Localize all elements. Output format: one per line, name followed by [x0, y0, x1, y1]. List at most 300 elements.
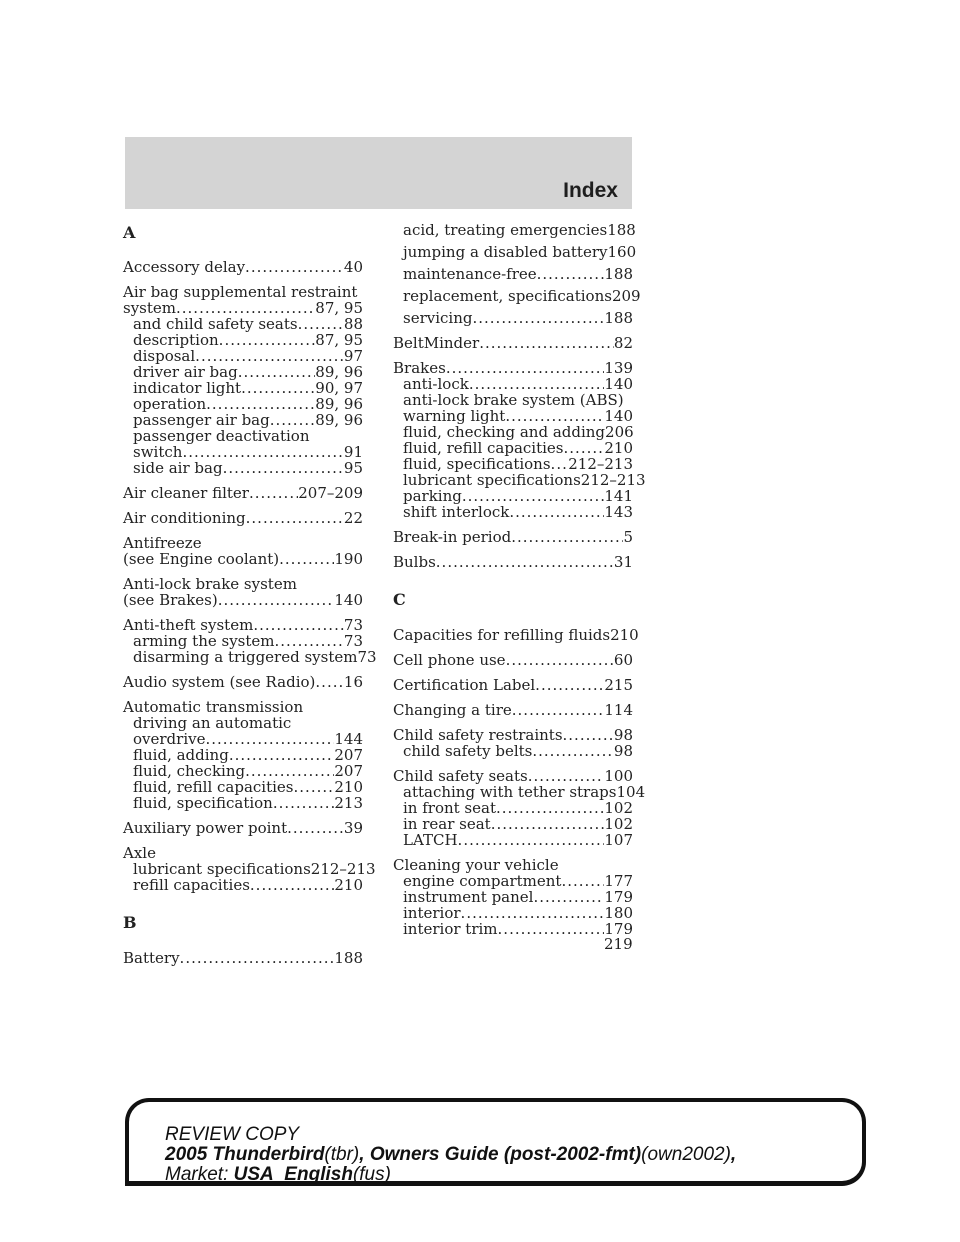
entry-text: indicator light: [133, 379, 242, 397]
index-row: [403, 310, 633, 326]
page-ref: 140: [334, 591, 363, 609]
page-ref: 97: [343, 347, 363, 365]
index-entry: anti-lock brake system (ABS): [403, 391, 624, 409]
page-ref: 215: [604, 676, 633, 694]
page-ref: 210: [334, 876, 363, 894]
index-row: [133, 795, 363, 811]
entry-text: maintenance-free: [403, 265, 537, 283]
dot-leader: [469, 376, 605, 392]
entry-text: fluid, specifications: [403, 455, 551, 473]
dot-leader: [298, 316, 344, 332]
page-ref: 5: [623, 528, 633, 546]
index-row: [133, 412, 363, 428]
page-ref: 212–213: [580, 471, 646, 489]
index-row: [403, 832, 633, 848]
section-title: Index: [563, 179, 618, 202]
entry-text: operation: [133, 395, 207, 413]
index-letter: B: [123, 913, 137, 932]
index-row: [403, 471, 646, 489]
index-entry: [123, 485, 363, 501]
index-row: [403, 221, 636, 239]
entry-heading: Air bag supplemental restraint: [123, 283, 358, 301]
index-entry: [123, 674, 363, 690]
index-row: [123, 617, 363, 633]
entry-text: shift interlock: [403, 503, 510, 521]
index-entry: [393, 702, 633, 718]
index-entry: [393, 768, 633, 784]
index-row: [403, 440, 633, 456]
entry-text: fluid, adding: [133, 746, 229, 764]
dot-leader: [436, 554, 614, 570]
dot-leader: [512, 702, 605, 718]
entry-heading: passenger deactivation: [133, 427, 310, 445]
index-entry: [123, 428, 363, 460]
index-row: [403, 287, 641, 305]
model-name: 2005 Thunderbird: [165, 1144, 325, 1165]
dot-leader: [564, 440, 605, 456]
entry-text: Anti-theft system: [123, 616, 254, 634]
entry-text: lubricant specifications: [403, 471, 581, 489]
index-entry: [123, 332, 363, 348]
index-row: [133, 348, 363, 364]
review-copy-title: REVIEW COPY: [165, 1124, 300, 1145]
index-row: [133, 332, 363, 348]
dot-leader: [446, 360, 605, 376]
page-ref: 114: [604, 701, 633, 719]
page-ref: 95: [343, 459, 363, 477]
model-code: (tbr): [324, 1144, 360, 1165]
index-entry: [123, 348, 363, 364]
market-name: USA_English: [233, 1164, 353, 1185]
page-ref: 207: [334, 746, 363, 764]
index-entry: [123, 510, 363, 526]
dot-leader: [287, 820, 344, 836]
index-row: [133, 380, 363, 396]
entry-text: Accessory delay: [123, 258, 246, 276]
page-ref: 87, 95: [315, 331, 363, 349]
entry-text: Battery: [123, 949, 180, 967]
index-entry: [393, 243, 637, 261]
dot-leader: [223, 460, 344, 476]
index-entry: [393, 456, 633, 472]
index-row: [403, 783, 646, 801]
page-ref: 73: [343, 616, 363, 634]
index-entry: [393, 816, 633, 832]
index-entry: [393, 360, 633, 376]
entry-text: refill capacities: [133, 876, 250, 894]
entry-text: Air conditioning: [123, 509, 246, 527]
dot-leader: [506, 652, 614, 668]
entry-text: attaching with tether straps: [403, 783, 617, 801]
index-entry: [123, 950, 363, 966]
entry-text: child safety belts: [403, 742, 533, 760]
index-entry: [123, 259, 363, 275]
entry-text: Air cleaner filter: [123, 484, 249, 502]
page-ref: 90, 97: [315, 379, 363, 397]
index-entry: [393, 889, 633, 905]
index-entry: [393, 743, 633, 759]
dot-leader: [241, 380, 315, 396]
page-ref: 16: [343, 673, 363, 691]
entry-text: driver air bag: [133, 363, 238, 381]
index-entry: [123, 795, 363, 811]
entry-text: Auxiliary power point: [123, 819, 288, 837]
index-entry: [393, 471, 646, 489]
entry-text: Bulbs: [393, 553, 436, 571]
dot-leader: [535, 677, 604, 693]
entry-text: acid, treating emergencies: [403, 221, 608, 239]
page-ref: 88: [343, 315, 363, 333]
entry-text: Brakes: [393, 359, 446, 377]
dot-leader: [528, 768, 605, 784]
page-number: 219: [604, 935, 633, 953]
index-row: [393, 360, 633, 376]
page-ref: 140: [604, 407, 633, 425]
entry-text: system: [123, 299, 176, 317]
separator: ,: [359, 1144, 370, 1165]
index-row: [403, 243, 637, 261]
index-row: [123, 950, 363, 966]
index-entry: Automatic transmission: [123, 698, 304, 716]
entry-text: arming the system: [133, 632, 275, 650]
entry-text: Certification Label: [393, 676, 536, 694]
index-row: [393, 702, 633, 718]
index-entry: [123, 860, 376, 878]
dot-leader: [275, 633, 344, 649]
page-ref: 188: [604, 309, 633, 327]
entry-text: Capacities for refilling fluids: [393, 626, 611, 644]
index-entry: Axle: [123, 844, 156, 862]
index-row: [393, 677, 633, 693]
index-row: [393, 554, 633, 570]
page-ref: 207–209: [298, 484, 363, 502]
index-entry: [123, 284, 363, 316]
entry-text: instrument panel: [403, 888, 534, 906]
market-label: Market:: [165, 1164, 234, 1185]
index-row: [403, 504, 633, 520]
entry-heading: Antifreeze: [123, 534, 202, 552]
page-ref: 160: [607, 243, 637, 261]
index-entry: [393, 832, 633, 848]
index-letter: A: [123, 223, 136, 242]
entry-text: Child safety seats: [393, 767, 528, 785]
dot-leader: [561, 873, 604, 889]
index-row: [403, 816, 633, 832]
entry-text: description: [133, 331, 219, 349]
page-ref: 89, 96: [315, 411, 363, 429]
index-entry: [393, 488, 633, 504]
dot-leader: [218, 592, 335, 608]
page-ref: 107: [604, 831, 633, 849]
index-entry: [123, 576, 363, 608]
index-entry: [393, 266, 633, 282]
index-row: [393, 626, 639, 644]
index-entry: [393, 905, 633, 921]
index-entry: [123, 877, 363, 893]
index-entry: [393, 408, 633, 424]
review-copy-model-line: [165, 1145, 736, 1165]
guide-name: Owners Guide (post-2002-fmt): [369, 1144, 642, 1165]
dot-leader: [491, 816, 605, 832]
page-ref: 60: [613, 651, 633, 669]
page-ref: 102: [604, 815, 633, 833]
dot-leader: [219, 332, 316, 348]
page-ref: 206: [605, 423, 634, 441]
entry-text: fluid, refill capacities: [133, 778, 294, 796]
page-ref: 212–213: [568, 455, 633, 473]
dot-leader: [294, 779, 335, 795]
index-entry: [123, 412, 363, 428]
index-entry: [393, 873, 633, 889]
page-ref: 180: [604, 904, 633, 922]
dot-leader: [279, 551, 334, 567]
page-ref: 98: [613, 742, 633, 760]
entry-text: parking: [403, 487, 462, 505]
page-ref: 139: [604, 359, 633, 377]
entry-text: (see Engine coolant): [123, 550, 280, 568]
index-entry: [393, 376, 633, 392]
index-entry: [393, 800, 633, 816]
index-row: [133, 877, 363, 893]
dot-leader: [505, 408, 604, 424]
index-row: [123, 300, 363, 316]
page-ref: 82: [613, 334, 633, 352]
index-entry: [123, 380, 363, 396]
entry-text: Child safety restraints: [393, 726, 563, 744]
page-ref: 177: [604, 872, 633, 890]
page-ref: 209: [611, 287, 641, 305]
entry-text: jumping a disabled battery: [403, 243, 608, 261]
index-column-right: [393, 221, 646, 938]
page-ref: 190: [334, 550, 363, 568]
page-ref: 89, 96: [315, 395, 363, 413]
index-row: [393, 529, 633, 545]
dot-leader: [532, 743, 614, 759]
index-entry: driving an automatic: [133, 714, 292, 732]
page-ref: 89, 96: [315, 363, 363, 381]
dot-leader: [315, 674, 344, 690]
index-entry: [393, 504, 633, 520]
dot-leader: [563, 727, 614, 743]
dot-leader: [229, 747, 335, 763]
page-ref: 91: [343, 443, 363, 461]
index-letter: C: [393, 590, 406, 609]
entry-text: anti-lock: [403, 375, 469, 393]
entry-text: fluid, checking: [133, 762, 246, 780]
page-ref: 210: [604, 439, 633, 457]
page-ref: 188: [604, 265, 633, 283]
index-entry: [393, 626, 639, 644]
index-entry: [393, 727, 633, 743]
dot-leader: [250, 877, 334, 893]
index-entry: [393, 554, 633, 570]
dot-leader: [479, 335, 614, 351]
dot-leader: [472, 310, 604, 326]
index-entry: [393, 921, 633, 937]
dot-leader: [498, 921, 605, 937]
index-row: [133, 648, 377, 666]
index-row: [393, 652, 633, 668]
index-entry: [123, 535, 363, 567]
page-ref: 140: [604, 375, 633, 393]
guide-code: (own2002): [641, 1144, 731, 1165]
dot-leader: [206, 396, 315, 412]
entry-text: replacement, specifications: [403, 287, 612, 305]
index-row: [133, 860, 376, 878]
entry-text: LATCH: [403, 831, 458, 849]
index-entry: [393, 335, 633, 351]
index-entry: [123, 747, 363, 763]
page-ref: 31: [613, 553, 633, 571]
page-ref: 39: [343, 819, 363, 837]
page-ref: 102: [604, 799, 633, 817]
entry-text: interior trim: [403, 920, 498, 938]
review-copy-label: [165, 1125, 736, 1185]
page-ref: 144: [334, 730, 363, 748]
index-column-left: [123, 223, 377, 967]
dot-leader: [496, 800, 604, 816]
market-code: (fus): [352, 1164, 391, 1185]
entry-text: BeltMinder: [393, 334, 480, 352]
dot-leader: [176, 300, 315, 316]
index-row: [403, 488, 633, 504]
index-entry: [123, 396, 363, 412]
entry-text: side air bag: [133, 459, 223, 477]
index-entry: [123, 763, 363, 779]
page-ref: 87, 95: [315, 299, 363, 317]
dot-leader: [458, 832, 605, 848]
entry-text: and child safety seats: [133, 315, 298, 333]
index-entry: [123, 460, 363, 476]
dot-leader: [270, 412, 316, 428]
page-ref: 213: [334, 794, 363, 812]
index-entry: Cleaning your vehicle: [393, 856, 559, 874]
dot-leader: [245, 259, 344, 275]
index-row: [403, 743, 633, 759]
index-row: [133, 731, 363, 747]
index-row: [123, 551, 363, 567]
index-row: [123, 592, 363, 608]
entry-text: servicing: [403, 309, 473, 327]
review-copy-market-line: [165, 1165, 736, 1185]
page-ref: 22: [343, 509, 363, 527]
index-entry: [393, 424, 633, 440]
index-entry: [393, 529, 633, 545]
index-row: [133, 316, 363, 332]
index-entry: [123, 364, 363, 380]
page-ref: 100: [604, 767, 633, 785]
entry-text: Cell phone use: [393, 651, 506, 669]
index-entry: [123, 633, 363, 649]
index-entry: [123, 648, 377, 666]
index-row: [133, 444, 363, 460]
dot-leader: [182, 444, 343, 460]
index-row: [403, 456, 633, 472]
index-row: [123, 485, 363, 501]
page-ref: 143: [604, 503, 633, 521]
page-ref: 141: [604, 487, 633, 505]
index-row: [123, 510, 363, 526]
dot-leader: [180, 950, 335, 966]
entry-text: Changing a tire: [393, 701, 512, 719]
entry-text: disposal: [133, 347, 196, 365]
page-ref: 207: [334, 762, 363, 780]
index-entry: [393, 677, 633, 693]
page-ref: 179: [604, 920, 633, 938]
index-entry: [393, 221, 636, 239]
entry-text: switch: [133, 443, 183, 461]
index-row: [133, 364, 363, 380]
dot-leader: [195, 348, 344, 364]
index-entry: [393, 783, 646, 801]
dot-leader: [462, 488, 604, 504]
entry-text: fluid, refill capacities: [403, 439, 564, 457]
index-row: [403, 873, 633, 889]
index-entry: [123, 731, 363, 747]
entry-text: overdrive: [133, 730, 206, 748]
index-row: [123, 820, 363, 836]
dot-leader: [509, 504, 604, 520]
entry-text: lubricant specifications: [133, 860, 311, 878]
dot-leader: [246, 510, 344, 526]
entry-text: fluid, specification: [133, 794, 273, 812]
dot-leader: [245, 763, 334, 779]
entry-text: warning light: [403, 407, 506, 425]
entry-text: Break-in period: [393, 528, 512, 546]
page-ref: 73: [357, 648, 377, 666]
entry-text: (see Brakes): [123, 591, 218, 609]
page-ref: 188: [334, 949, 363, 967]
entry-text: disarming a triggered system: [133, 648, 358, 666]
entry-text: engine compartment: [403, 872, 562, 890]
index-row: [123, 259, 363, 275]
entry-text: passenger air bag: [133, 411, 270, 429]
index-row: [403, 266, 633, 282]
dot-leader: [537, 266, 605, 282]
dot-leader: [238, 364, 316, 380]
dot-leader: [273, 795, 335, 811]
index-row: [403, 889, 633, 905]
index-entry: [393, 310, 633, 326]
index-row: [133, 763, 363, 779]
dot-leader: [249, 485, 298, 501]
page-ref: 188: [607, 221, 636, 239]
index-row: [393, 335, 633, 351]
index-entry: [393, 652, 633, 668]
index-row: [403, 905, 633, 921]
index-row: [393, 768, 633, 784]
dot-leader: [551, 456, 569, 472]
page-ref: 98: [613, 726, 633, 744]
separator: ,: [730, 1144, 737, 1165]
page-ref: 210: [610, 626, 639, 644]
index-row: [123, 674, 363, 690]
index-row: [403, 408, 633, 424]
index-entry: [123, 617, 363, 633]
index-row: [133, 633, 363, 649]
dot-leader: [461, 905, 605, 921]
dot-leader: [511, 529, 623, 545]
index-entry: [393, 287, 641, 305]
index-row: [403, 921, 633, 937]
entry-text: Audio system (see Radio): [123, 673, 316, 691]
entry-text: fluid, checking and adding: [403, 423, 606, 441]
index-row: [403, 424, 633, 440]
index-row: [133, 396, 363, 412]
dot-leader: [533, 889, 604, 905]
page-ref: 40: [343, 258, 363, 276]
index-entry: [123, 779, 363, 795]
